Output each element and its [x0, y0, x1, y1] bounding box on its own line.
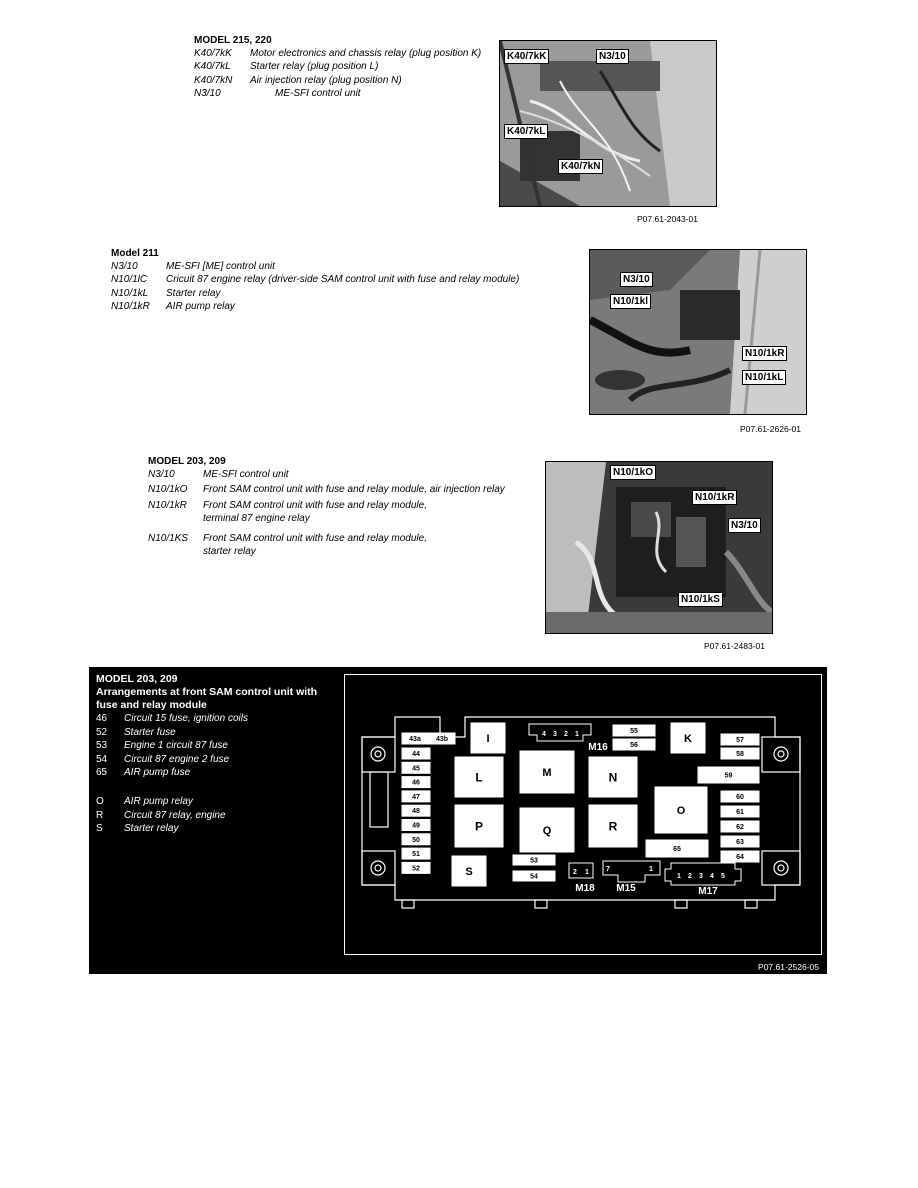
connector-pin-label: 5	[721, 873, 725, 880]
callout-label: N10/1kl	[610, 294, 651, 309]
svg-text:51: 51	[412, 851, 420, 859]
legend-code: N10/1KS	[148, 532, 189, 544]
legend-item	[96, 809, 226, 823]
svg-text:Q: Q	[542, 824, 552, 837]
callout-label: K40/7kL	[504, 124, 548, 139]
connector-pin-label: 1	[575, 731, 579, 738]
engine-bay-photo-215-220	[499, 40, 717, 207]
connector-pin-label: 1	[649, 866, 653, 873]
section3-legend	[148, 468, 505, 558]
legend-code: N3/10	[148, 469, 175, 480]
connector-pin-label: 2	[573, 869, 577, 876]
relay-slot	[520, 808, 574, 852]
legend-code: N3/10	[194, 88, 221, 100]
legend-desc: Cricuit 87 engine relay (driver-side SAM control unit with fuse and relay module)	[166, 274, 520, 286]
svg-text:M: M	[542, 766, 552, 779]
legend-item	[148, 468, 505, 481]
legend-desc: AIR pump relay	[166, 301, 235, 313]
fuse-slot	[402, 791, 430, 802]
fuse-slot	[402, 834, 430, 845]
legend-item	[148, 499, 505, 512]
svg-text:54: 54	[530, 873, 538, 881]
panel-title: MODEL 203, 209	[96, 673, 178, 685]
svg-text:I: I	[486, 732, 490, 745]
svg-text:65: 65	[673, 846, 681, 854]
fuse-slot	[613, 725, 655, 736]
section3-title: MODEL 203, 209	[148, 456, 226, 467]
connector-pin-label: 1	[585, 869, 589, 876]
svg-text:60: 60	[736, 794, 744, 802]
legend-code: K40/7kK	[194, 48, 232, 59]
fuse-slot	[721, 821, 759, 832]
section1-legend	[194, 47, 481, 101]
svg-text:S: S	[465, 865, 473, 878]
relay-slot	[655, 787, 707, 833]
connector-pin-label: 3	[699, 873, 703, 880]
svg-text:45: 45	[412, 765, 420, 773]
legend-desc: starter relay	[203, 546, 256, 558]
figure-caption: P07.61-2526-05	[758, 962, 819, 972]
m16-connector	[529, 724, 591, 741]
svg-text:O: O	[676, 804, 686, 817]
relay-slot	[452, 856, 486, 886]
legend-item	[194, 47, 481, 60]
svg-text:43a: 43a	[409, 736, 421, 744]
legend-item	[96, 753, 248, 767]
legend-item	[96, 712, 248, 726]
legend-item	[96, 766, 248, 780]
section1-title: MODEL 215, 220	[194, 35, 272, 46]
fuse-slot	[402, 805, 430, 816]
legend-item	[194, 74, 481, 87]
callout-label: N3/10	[728, 518, 761, 533]
fuse-slot	[402, 820, 430, 831]
legend-desc: Circuit 87 engine 2 fuse	[124, 753, 230, 765]
figure-caption: P07.61-2043-01	[637, 214, 698, 224]
legend-code: 46	[96, 713, 108, 724]
svg-text:44: 44	[412, 751, 420, 759]
svg-text:64: 64	[736, 854, 744, 862]
callout-label: N10/1kR	[692, 490, 737, 505]
svg-text:59: 59	[724, 772, 733, 780]
callout-label: N10/1kS	[678, 592, 723, 607]
fuse-legend	[96, 712, 248, 780]
svg-text:P: P	[474, 819, 484, 834]
legend-item	[111, 287, 519, 300]
legend-item	[111, 260, 519, 273]
svg-text:48: 48	[412, 808, 420, 816]
legend-code: 65	[96, 767, 108, 778]
relay-slot	[671, 723, 705, 753]
legend-code: 53	[96, 740, 108, 751]
fuse-slot	[402, 762, 430, 773]
legend-item-continued	[148, 512, 505, 525]
legend-code: R	[96, 809, 104, 821]
svg-text:47: 47	[412, 793, 420, 801]
svg-text:46: 46	[412, 779, 420, 787]
fuse-slot	[402, 748, 430, 759]
callout-label: K40/7kK	[504, 49, 549, 64]
fuse-slot	[613, 739, 655, 750]
legend-desc: AIR pump fuse	[124, 767, 191, 778]
legend-code: N10/1kR	[111, 301, 150, 313]
legend-item	[148, 483, 505, 496]
fuse-slot	[402, 733, 428, 744]
svg-text:62: 62	[736, 824, 744, 832]
legend-code: N10/1kO	[148, 484, 188, 496]
legend-code: N10/1kL	[111, 287, 149, 299]
fuse-slot	[402, 777, 430, 788]
legend-item	[194, 87, 481, 100]
legend-desc: ME-SFI control unit	[203, 469, 289, 480]
legend-desc: ME-SFI control unit	[275, 88, 361, 100]
legend-code: N3/10	[111, 261, 138, 272]
connector-label: M15	[616, 883, 636, 894]
svg-text:N: N	[608, 770, 618, 785]
legend-item	[96, 739, 248, 753]
legend-item	[96, 726, 248, 740]
legend-desc: Starter relay (plug position L)	[250, 61, 379, 73]
callout-label: N10/1kL	[742, 370, 786, 385]
figure-caption: P07.61-2483-01	[704, 641, 765, 651]
fuse-slot	[402, 862, 430, 873]
relay-slot	[455, 805, 503, 847]
svg-text:43b: 43b	[435, 736, 449, 744]
legend-code: K40/7kL	[194, 61, 231, 73]
legend-code: N10/1lC	[111, 274, 148, 286]
fuse-slot	[721, 851, 759, 862]
figure-caption: P07.61-2626-01	[740, 424, 801, 434]
legend-desc: Starter relay	[166, 287, 221, 299]
legend-desc: Circuit 15 fuse, ignition coils	[124, 713, 248, 724]
section2-legend	[111, 260, 519, 314]
fuse-box-drawing	[345, 675, 821, 954]
callout-label: K40/7kN	[558, 159, 603, 174]
legend-desc: terminal 87 engine relay	[203, 513, 310, 525]
fuse-slot	[721, 806, 759, 817]
relay-slot	[455, 757, 503, 797]
fuse-slot	[429, 733, 455, 744]
relay-legend	[96, 795, 226, 836]
relay-slot	[589, 805, 637, 847]
connector-label: M17	[698, 886, 718, 897]
connector-label: M18	[575, 883, 595, 894]
relay-slot	[520, 751, 574, 793]
legend-code: N10/1kR	[148, 499, 187, 511]
legend-code: 52	[96, 726, 108, 738]
svg-text:56: 56	[630, 742, 638, 750]
connector-pin-label: 7	[606, 866, 610, 873]
fuse-slot	[721, 748, 759, 759]
connector-pin-label: 2	[564, 731, 568, 738]
legend-desc: Motor electronics and chassis relay (plug position K)	[250, 48, 482, 59]
svg-text:57: 57	[736, 737, 744, 745]
fuse-slot	[698, 767, 759, 783]
legend-item	[148, 532, 505, 545]
engine-bay-photo-211	[589, 249, 807, 415]
svg-text:K: K	[684, 732, 692, 745]
legend-desc: Front SAM control unit with fuse and relay module,	[203, 532, 427, 544]
svg-text:61: 61	[736, 809, 744, 817]
fuse-slot	[513, 871, 555, 881]
svg-text:53: 53	[530, 857, 538, 865]
svg-text:50: 50	[412, 836, 420, 844]
svg-text:55: 55	[630, 728, 638, 736]
legend-item	[96, 795, 226, 809]
svg-text:52: 52	[412, 865, 420, 873]
svg-text:R: R	[608, 819, 618, 834]
legend-code: K40/7kN	[194, 74, 233, 86]
fuse-slot	[402, 848, 430, 859]
relay-slot	[471, 723, 505, 753]
legend-desc: Front SAM control unit with fuse and relay module, air injection relay	[203, 484, 505, 496]
connector-pin-label: 4	[710, 873, 714, 880]
legend-desc: Engine 1 circuit 87 fuse	[124, 740, 228, 751]
legend-code: 54	[96, 753, 108, 765]
legend-item-continued	[148, 545, 505, 558]
fuse-slot	[646, 840, 708, 857]
legend-item	[96, 822, 226, 836]
fuse-slot	[721, 836, 759, 847]
legend-code: S	[96, 823, 103, 834]
engine-bay-photo-203-209	[545, 461, 773, 634]
legend-desc: ME-SFI [ME] control unit	[166, 261, 275, 272]
legend-desc: Circuit 87 relay, engine	[124, 809, 226, 821]
connector-pin-label: 2	[688, 873, 692, 880]
section2-title: Model 211	[111, 248, 159, 259]
svg-text:L: L	[475, 770, 483, 785]
callout-label: N10/1kO	[610, 465, 656, 480]
legend-code: O	[96, 796, 104, 807]
legend-item	[111, 273, 519, 286]
legend-desc: Starter fuse	[124, 726, 176, 738]
legend-desc: AIR pump relay	[124, 796, 193, 807]
svg-text:58: 58	[736, 751, 744, 759]
fuse-slot	[721, 734, 759, 745]
legend-desc: Front SAM control unit with fuse and relay module,	[203, 499, 427, 511]
fuse-slot	[513, 855, 555, 865]
connector-pin-label: 4	[542, 731, 546, 738]
svg-text:49: 49	[412, 822, 420, 830]
panel-subtitle: Arrangements at front SAM control unit with fuse and relay module	[96, 686, 318, 711]
connector-pin-label: 1	[677, 873, 681, 880]
fuse-slot	[721, 791, 759, 802]
connector-label: M16	[588, 742, 608, 753]
connector-pin-label: 3	[553, 731, 557, 738]
relay-slot	[589, 757, 637, 797]
legend-item	[194, 60, 481, 73]
legend-desc: Starter relay	[124, 823, 179, 834]
callout-label: N3/10	[596, 49, 629, 64]
fuse-relay-diagram	[344, 674, 822, 955]
legend-item	[111, 300, 519, 313]
svg-text:63: 63	[736, 839, 744, 847]
callout-label: N3/10	[620, 272, 653, 287]
callout-label: N10/1kR	[742, 346, 787, 361]
legend-desc: Air injection relay (plug position N)	[250, 74, 402, 86]
